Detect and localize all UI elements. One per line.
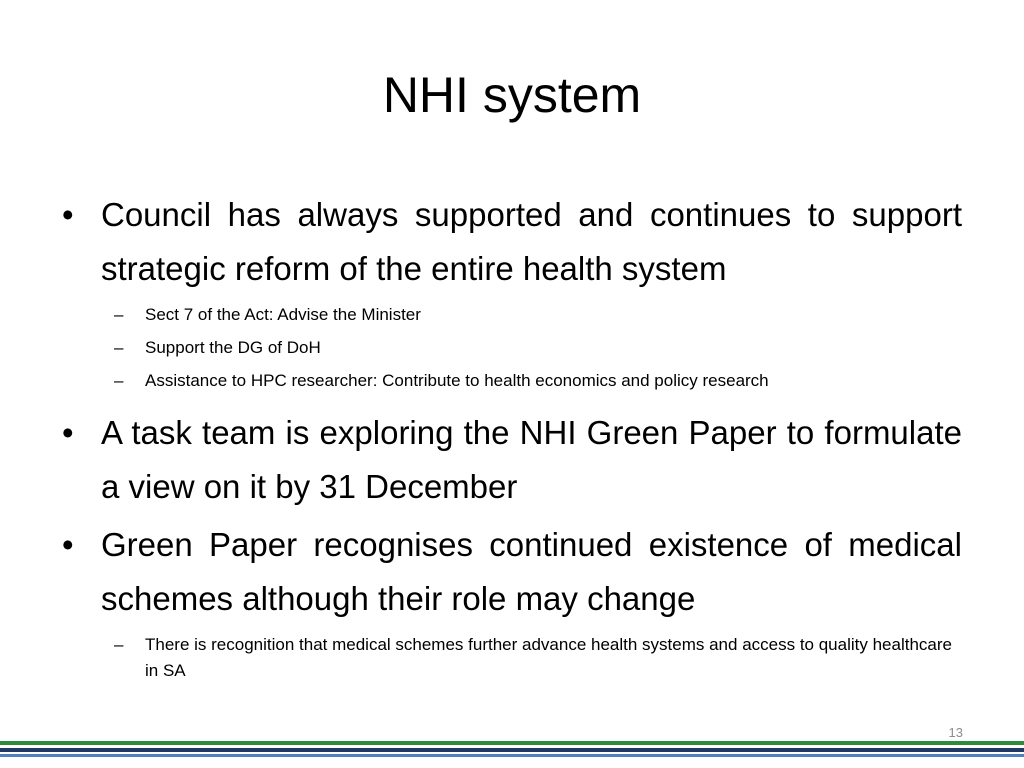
bullet-text: Green Paper recognises continued existence of medical schemes although their role may change <box>101 526 962 617</box>
bullet-item <box>62 188 962 296</box>
dash-mark: – <box>114 371 124 390</box>
sub-bullet-item <box>62 368 962 394</box>
bullet-text: A task team is exploring the NHI Green Paper to formulate a view on it by 31 December <box>101 414 962 505</box>
sub-bullet-list <box>62 632 962 684</box>
dash-mark: – <box>114 305 124 324</box>
sub-bullet-text: Sect 7 of the Act: Advise the Minister <box>145 305 421 324</box>
dash-mark: – <box>114 635 124 654</box>
bullet-item <box>62 518 962 626</box>
bullet-mark: • <box>62 526 74 563</box>
footer-stripes <box>0 741 1024 757</box>
bullet-item <box>62 406 962 514</box>
sub-bullet-item <box>62 302 962 328</box>
sub-bullet-text: Assistance to HPC researcher: Contribute to health economics and policy research <box>145 371 769 390</box>
bullet-mark: • <box>62 414 74 451</box>
slide-title: NHI system <box>382 67 642 123</box>
bullet-mark: • <box>62 196 74 233</box>
sub-bullet-text: There is recognition that medical schemes further advance health systems and access to quality healthcare in SA <box>145 635 952 680</box>
footer-blue-stripe <box>0 754 1024 757</box>
sub-bullet-item <box>62 632 962 684</box>
slide-content <box>62 188 962 696</box>
dash-mark: – <box>114 338 124 357</box>
sub-bullet-item <box>62 335 962 361</box>
page-number: 13 <box>948 725 963 740</box>
sub-bullet-list <box>62 302 962 394</box>
sub-bullet-text: Support the DG of DoH <box>145 338 321 357</box>
bullet-text: Council has always supported and continues to support strategic reform of the entire health system <box>101 196 962 287</box>
